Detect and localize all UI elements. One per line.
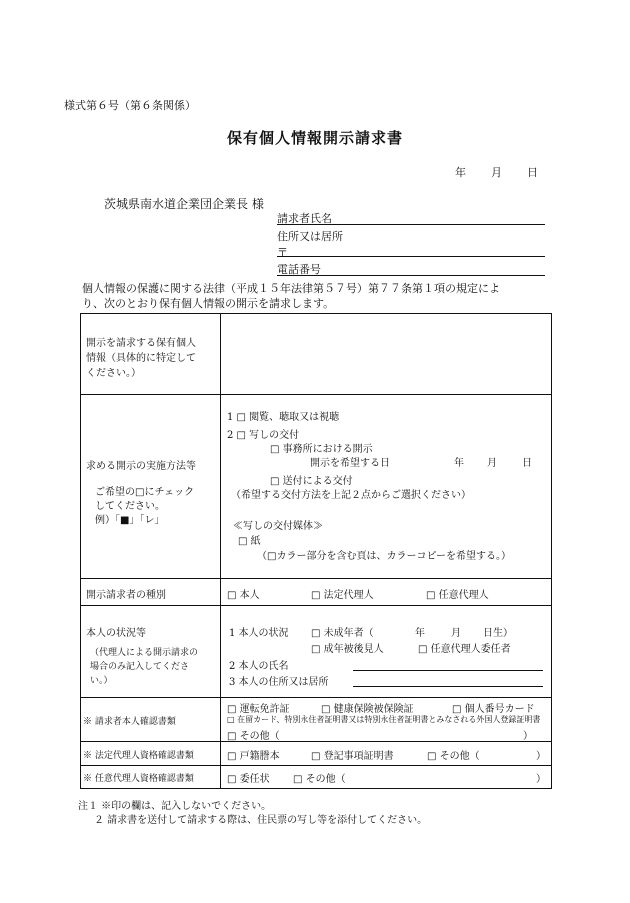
postal-mark: 〒: [277, 246, 288, 259]
legal-doc-other[interactable]: □ その他（: [427, 751, 480, 762]
intro-line-1: 個人情報の保護に関する法律（平成１５年法律第５７号）第７７条第１項の規定によ: [82, 282, 500, 295]
method-note-line-3: 例）「■」「レ」: [95, 515, 165, 526]
info-label-line-2: 情報（具体的に特定して: [86, 353, 196, 364]
principal-address-label: 3 本人の住所又は居所: [229, 677, 329, 688]
requester-address-label: 住所又は居所: [277, 230, 343, 243]
method-option-mail[interactable]: □ 送付による交付: [270, 476, 353, 487]
status-note-line-1: （代理人による開示請求の: [90, 648, 199, 658]
intro-line-2: り、次のとおり保有個人情報の開示を請求します。: [82, 297, 335, 310]
id-doc-other-close: ）: [523, 731, 533, 742]
status-content-cell: [221, 606, 552, 698]
type-label-cell: [81, 579, 221, 606]
info-label-cell: [81, 314, 221, 395]
row-method: [81, 395, 552, 579]
legal-doc-other-close: ）: [536, 751, 546, 762]
method-note-line-1: ご希望の□にチェック: [95, 487, 195, 498]
status-label-cell: [81, 606, 221, 698]
voluntary-doc-letter[interactable]: □ 委任状: [227, 774, 270, 785]
type-label: 開示請求者の種別: [86, 590, 166, 601]
id-doc-other[interactable]: □ その他（: [227, 731, 280, 742]
row-voluntary-docs: [81, 766, 552, 789]
info-label-line-1: 開示を請求する保有個人: [86, 338, 196, 349]
requester-phone-label: 電話番号: [277, 263, 321, 276]
id-doc-residence[interactable]: □ 在留カード、特別永住者証明書又は特別永住者証明書とみなされる外国人登録証明書: [227, 715, 541, 724]
desired-date-label: 開示を希望する日: [310, 458, 390, 469]
requester-phone-field[interactable]: [277, 275, 545, 276]
media-color-option[interactable]: （□カラー部分を含む頁は、カラーコピーを希望する。）: [257, 551, 512, 562]
addressee: 茨城県南水道企業団企業長 様: [104, 197, 264, 211]
row-principal-status: [81, 606, 552, 698]
voluntary-docs-options-cell: [221, 766, 552, 789]
status-minor-option[interactable]: □ 未成年者（: [311, 628, 374, 639]
voluntary-docs-label-cell: [81, 766, 221, 789]
desired-date-month[interactable]: 月: [487, 458, 497, 469]
footnote-2: ２ 請求書を送付して請求する際は、住民票の写し等を添付してください。: [94, 815, 428, 826]
minor-birth-day[interactable]: 日生）: [483, 628, 513, 639]
media-paper-option[interactable]: □ 紙: [238, 536, 261, 547]
page-title: 保有個人情報開示請求書: [226, 129, 403, 147]
type-options-cell: [221, 579, 552, 606]
date-month: 月: [491, 166, 502, 179]
legal-docs-label: ※ 法定代理人資格確認書類: [83, 751, 194, 761]
status-line-1: 1 本人の状況: [229, 628, 289, 639]
row-requester-type: [81, 579, 552, 606]
principal-address-field[interactable]: [353, 686, 543, 687]
request-table: [80, 313, 552, 789]
requester-address-field[interactable]: [277, 256, 545, 257]
minor-birth-month[interactable]: 月: [451, 628, 461, 639]
requester-name-field[interactable]: [277, 224, 545, 225]
status-guardian-option[interactable]: □ 成年被後見人: [311, 644, 384, 655]
minor-birth-year[interactable]: 年: [415, 628, 425, 639]
method-selection-note: （希望する交付方法を上記２点からご選択ください）: [231, 490, 471, 501]
status-delegate-option[interactable]: □ 任意代理人委任者: [418, 644, 511, 655]
voluntary-doc-other-close: ）: [536, 774, 546, 785]
method-option-copy[interactable]: 2 □ 写しの交付: [227, 430, 300, 441]
type-option-self[interactable]: □ 本人: [227, 590, 260, 601]
legal-doc-registry[interactable]: □ 登記事項証明書: [311, 751, 394, 762]
method-note-line-2: してください。: [95, 501, 165, 512]
type-option-legal[interactable]: □ 法定代理人: [311, 590, 374, 601]
legal-docs-options-cell: [221, 742, 552, 766]
media-title: ≪写しの交付媒体≫: [233, 521, 323, 532]
id-docs-options-cell: [221, 698, 552, 742]
principal-name-field[interactable]: [353, 670, 543, 671]
method-label-cell: [81, 395, 221, 579]
legal-docs-label-cell: [81, 742, 221, 766]
voluntary-doc-other[interactable]: □ その他（: [293, 774, 346, 785]
type-option-voluntary[interactable]: □ 任意代理人: [426, 590, 489, 601]
footnote-1: 注１ ※印の欄は、記入しないでください。: [78, 801, 272, 812]
id-docs-label-cell: [81, 698, 221, 742]
method-option-office[interactable]: □ 事務所における開示: [270, 444, 373, 455]
status-note-line-2: 場合のみ記入してくださ: [90, 662, 190, 672]
id-doc-license[interactable]: □ 運転免許証: [227, 704, 290, 715]
row-id-docs: [81, 698, 552, 742]
date-year: 年: [455, 166, 466, 179]
status-note-line-3: い。）: [90, 676, 113, 686]
form-number: 様式第６号（第６条関係）: [64, 99, 196, 112]
method-option-viewing[interactable]: 1 □ 閲覧、聴取又は視聴: [227, 412, 340, 423]
id-doc-insurance[interactable]: □ 健康保険被保険証: [321, 704, 414, 715]
row-legal-docs: [81, 742, 552, 766]
requester-name-label: 請求者氏名: [277, 212, 332, 225]
status-label: 本人の状況等: [86, 628, 146, 639]
method-options-cell: [221, 395, 552, 579]
desired-date-year[interactable]: 年: [454, 458, 464, 469]
voluntary-docs-label: ※ 任意代理人資格確認書類: [83, 774, 194, 784]
info-input-cell[interactable]: [221, 314, 552, 395]
method-label: 求める開示の実施方法等: [86, 461, 196, 472]
id-docs-label: ※ 請求者本人確認書類: [83, 717, 176, 727]
info-label-line-3: ください。）: [86, 368, 141, 379]
principal-name-label: 2 本人の氏名: [229, 661, 289, 672]
row-info: [81, 314, 552, 395]
date-day: 日: [527, 166, 538, 179]
id-doc-mynumber[interactable]: □ 個人番号カード: [452, 704, 535, 715]
legal-doc-koseki[interactable]: □ 戸籍謄本: [227, 751, 280, 762]
desired-date-day[interactable]: 日: [522, 458, 532, 469]
